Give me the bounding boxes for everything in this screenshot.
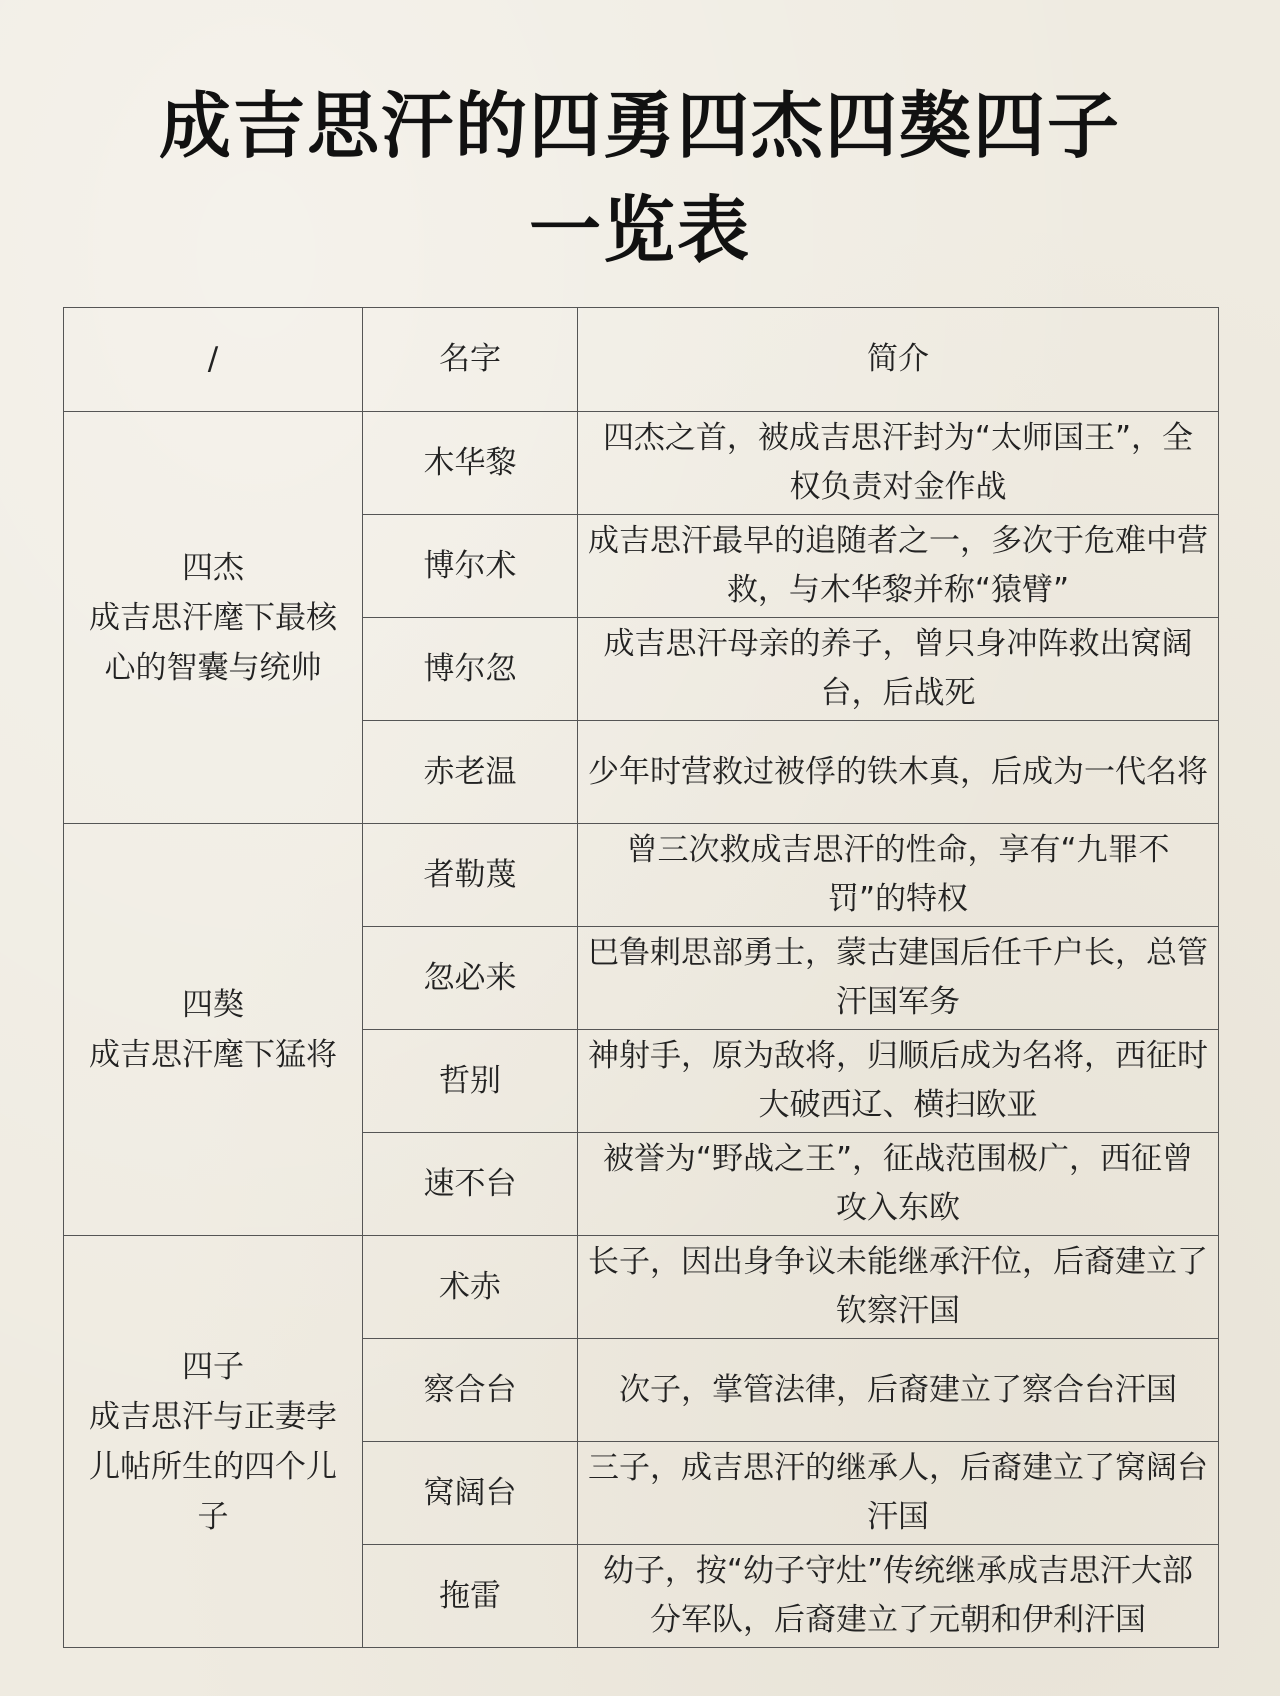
person-name: 拖雷: [363, 1545, 578, 1648]
group-name: 四子: [182, 1348, 244, 1385]
person-name: 博尔忽: [363, 618, 578, 721]
person-intro: 三子，成吉思汗的继承人，后裔建立了窝阔台汗国: [578, 1442, 1219, 1545]
header-category: /: [64, 308, 363, 412]
person-intro: 次子，掌管法律，后裔建立了察合台汗国: [578, 1339, 1219, 1442]
group-cell-sizi: [64, 1236, 363, 1648]
person-intro: 成吉思汗最早的追随者之一，多次于危难中营救，与木华黎并称“猿臂”: [578, 515, 1219, 618]
header-intro: 简介: [578, 308, 1219, 412]
group-name: 四杰: [182, 549, 244, 586]
person-intro: 幼子，按“幼子守灶”传统继承成吉思汗大部分军队，后裔建立了元朝和伊利汗国: [578, 1545, 1219, 1648]
table-row: [64, 824, 1219, 927]
table-header-row: [64, 308, 1219, 412]
person-intro: 被誉为“野战之王”，征战范围极广，西征曾攻入东欧: [578, 1133, 1219, 1236]
person-intro: 少年时营救过被俘的铁木真，后成为一代名将: [578, 721, 1219, 824]
group-cell-sijie: [64, 412, 363, 824]
person-name: 博尔术: [363, 515, 578, 618]
person-name: 哲别: [363, 1030, 578, 1133]
table-row: [64, 412, 1219, 515]
page-title: 成吉思汗的四勇四杰四獒四子: [158, 84, 1121, 168]
person-name: 木华黎: [363, 412, 578, 515]
person-intro: 神射手，原为敌将，归顺后成为名将，西征时大破西辽、横扫欧亚: [578, 1030, 1219, 1133]
group-description: 成吉思汗麾下猛将: [89, 1036, 337, 1073]
person-intro: 长子，因出身争议未能继承汗位，后裔建立了钦察汗国: [578, 1236, 1219, 1339]
person-name: 窝阔台: [363, 1442, 578, 1545]
header-name: 名字: [363, 308, 578, 412]
overview-table: [63, 307, 1219, 1648]
person-name: 赤老温: [363, 721, 578, 824]
person-intro: 曾三次救成吉思汗的性命，享有“九罪不罚”的特权: [578, 824, 1219, 927]
person-name: 忽必来: [363, 927, 578, 1030]
person-intro: 成吉思汗母亲的养子，曾只身冲阵救出窝阔台，后战死: [578, 618, 1219, 721]
group-description: 成吉思汗麾下最核心的智囊与统帅: [89, 599, 337, 686]
person-name: 速不台: [363, 1133, 578, 1236]
page-title-line2: 一览表: [528, 188, 751, 272]
person-name: 察合台: [363, 1339, 578, 1442]
group-name: 四獒: [182, 986, 244, 1023]
group-description: 成吉思汗与正妻孛儿帖所生的四个儿子: [89, 1398, 337, 1535]
table-row: [64, 1236, 1219, 1339]
person-name: 者勒蔑: [363, 824, 578, 927]
person-intro: 四杰之首，被成吉思汗封为“太师国王”，全权负责对金作战: [578, 412, 1219, 515]
group-cell-siao: [64, 824, 363, 1236]
person-name: 术赤: [363, 1236, 578, 1339]
person-intro: 巴鲁剌思部勇士，蒙古建国后任千户长，总管汗国军务: [578, 927, 1219, 1030]
